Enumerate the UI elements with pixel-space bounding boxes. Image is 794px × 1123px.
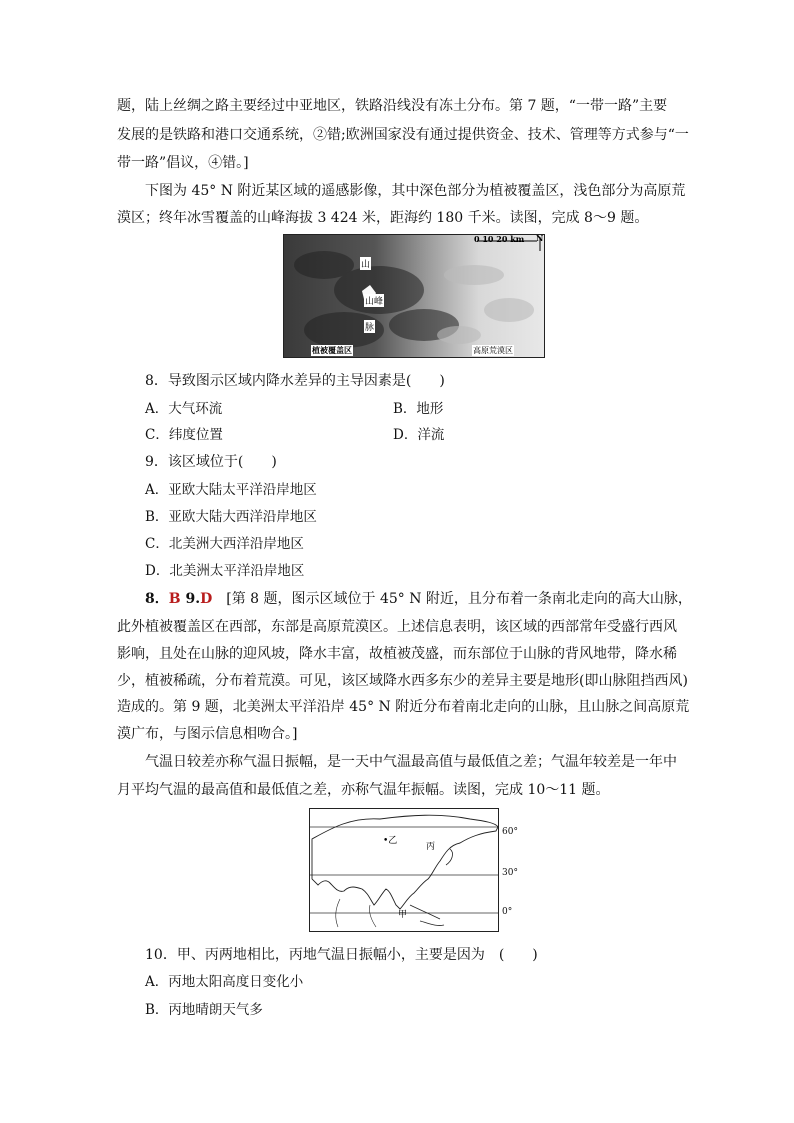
north-label: N [536,234,544,243]
answer89-line3: 影响，且处在山脉的迎风坡，降水丰富，故植被茂盛，而东部位于山脉的背风地带，降水稀 [117,646,677,662]
para1-line1: 题，陆上丝绸之路主要经过中亚地区，铁路沿线没有冻土分布。第 7 题，“一带一路”主要 [117,98,668,114]
label-desert: 高原荒漠区 [473,346,513,355]
asia-map-figure [309,808,499,932]
answer9-number: 9. [185,591,201,607]
label-yi: •乙 [383,836,398,846]
q8-option-b[interactable]: B．地形 [393,401,444,417]
q9-option-a[interactable]: A．亚欧大陆太平洋沿岸地区 [145,482,317,498]
q9-option-d[interactable]: D．北美洲太平洋沿岸地区 [145,563,305,579]
answer89-line4: 少，植被稀疏，分布着荒漠。可见，该区域降水西多东少的差异主要是地形(即山脉阻挡西风) [117,673,688,689]
q8-stem: 8．导致图示区域内降水差异的主导因素是( ) [145,373,445,389]
answer89-line1-text: [第 8 题，图示区域位于 45° N 附近，且分布着一条南北走向的高大山脉， [212,591,692,607]
q9-stem: 9．该区域位于( ) [145,454,277,470]
intro8-line2: 漠区；终年冰雪覆盖的山峰海拔 3 424 米，距海约 180 千米。读图，完成 8～9 题。 [117,210,649,226]
label-shan: 山 [360,257,371,270]
answer89-line6: 漠广布，与图示信息相吻合。] [117,726,298,742]
remote-sensing-image [284,235,544,357]
answer89-line5: 造成的。第 9 题，北美洲太平洋沿岸 45° N 附近分布着南北走向的山脉，且山脉之间高原荒 [117,699,690,715]
para1-line2: 发展的是铁路和港口交通系统，②错;欧洲国家没有通过提供资金、技术、管理等方式参与“一 [117,127,689,143]
q9-option-b[interactable]: B．亚欧大陆大西洋沿岸地区 [145,509,317,525]
label-mai: 脉 [364,320,375,333]
answer8-number: 8． [145,591,169,607]
label-vegetation: 植被覆盖区 [312,345,352,355]
label-bing: 丙 [426,842,436,852]
scale-label: 0 10 20 km [474,234,525,244]
q8-option-a[interactable]: A．大气环流 [145,401,223,417]
southeast-asia-islands [410,905,444,926]
q10-option-a[interactable]: A．丙地太阳高度日变化小 [145,974,304,990]
q10-option-b[interactable]: B．丙地晴朗天气多 [145,1002,263,1018]
intro10-line1: 气温日较差亦称气温日振幅，是一天中气温最高值与最低值之差；气温年较差是一年中 [145,754,677,770]
q9-option-c[interactable]: C．北美洲大西洋沿岸地区 [145,536,304,552]
answer9-letter: D [200,591,213,607]
latitude-label-30: 30° [502,868,518,878]
answer8-letter: B [168,591,181,607]
latitude-label-0: 0° [502,907,513,917]
latitude-label-60: 60° [502,827,518,837]
remote-sensing-figure [283,234,545,358]
q10-stem: 10．甲、丙两地相比，丙地气温日振幅小，主要是因为 ( ) [145,947,538,963]
label-jia: 甲 [398,910,408,920]
label-peak: 山峰 [364,294,384,307]
asia-continent-outline [312,815,498,909]
q8-option-d[interactable]: D．洋流 [393,427,445,443]
para1-line3: 带一路”倡议，④错。] [117,155,249,171]
intro8-line1: 下图为 45° N 附近某区域的遥感影像，其中深色部分为植被覆盖区，浅色部分为高原荒 [145,183,686,199]
answer89-line2: 此外植被覆盖区在西部，东部是高原荒漠区。上述信息表明，该区域的西部常年受盛行西风 [117,619,677,635]
q8-option-c[interactable]: C．纬度位置 [145,427,223,443]
intro10-line2: 月平均气温的最高值和最低值之差，亦称气温年振幅。读图，完成 10～11 题。 [117,782,610,798]
answer89-line1 [145,589,692,609]
